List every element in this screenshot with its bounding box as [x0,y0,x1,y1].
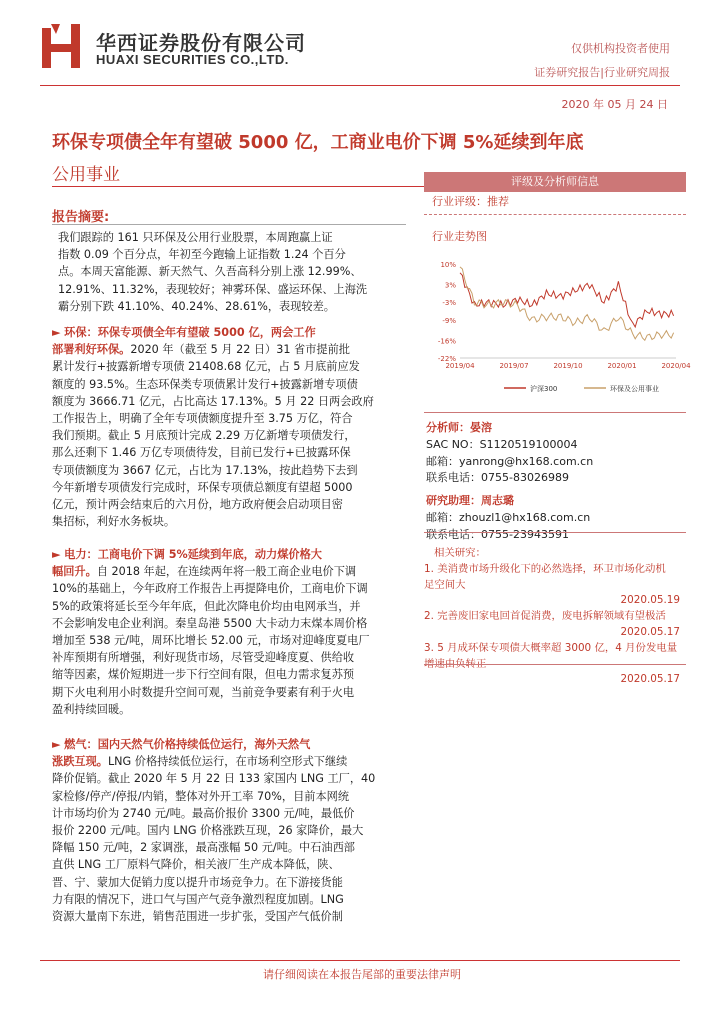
env-line: 我们预期。截止 5 月底预计完成 2.29 万亿新增专项债发行， [52,429,356,443]
power-line: 增加至 538 元/吨，周环比增长 52.00 元，市场对迎峰度夏电厂 [52,634,370,648]
industry-rating: 行业评级：推荐 [432,195,509,208]
env-heading-cont: 部署利好环保。 [52,343,131,357]
chart-divider [424,412,686,413]
power-line: 缩等因素，煤价短期进一步下行空间有限，但电力需求复苏预 [52,668,355,682]
intro-line: 点。本周天富能源、新天然气、久吾高科分别上涨 12.99%、 [58,265,362,279]
related-end-divider [424,664,686,665]
related-item-date: 2020.05.19 [620,594,680,607]
gas-section [52,736,412,925]
rating-divider [424,214,686,215]
assistant-name: 周志璐 [481,494,514,508]
huaxi-logo-icon [40,22,82,70]
gas-line: 家检修/停产/停报/内销，整体对外开工率 70%，目前本网统 [52,789,350,803]
y-tick-label: -22% [437,355,456,363]
gas-line: 晋、宁、蒙加大促销力度以提升市场竞争力。在下游接货能 [52,875,343,889]
power-line: 期下火电利用小时数提升空间可观，当前竞争要素有利于火电 [52,685,355,699]
bullet-arrow-icon: ► [52,738,61,751]
summary-intro [58,229,408,315]
x-tick-label: 2019/04 [445,362,475,370]
env-line: 专项债额度为 3667 亿元，占比为 17.13%，按此趋势下去到 [52,463,358,477]
assistant-email[interactable]: 邮箱：zhouzl1@hx168.com.cn [426,510,591,524]
y-tick-label: -9% [442,316,456,325]
power-section [52,546,412,718]
related-item-line[interactable]: 增速由负转正 [424,657,487,670]
related-item-line[interactable]: 2. 完善废旧家电回首促消费，废电拆解领域有望极活 [424,610,666,623]
assistant-phone: 联系电话：0755-23943591 [426,527,569,541]
related-item-date: 2020.05.17 [620,625,680,638]
env-line: 累计发行+披露新增专项债 21408.68 亿元，占 5 月底前应发 [52,360,360,374]
summary-label: 报告摘要: [52,210,110,225]
power-line: 补库预期有所增强，利好现货市场，尽管受迎峰度夏、供给收 [52,651,355,665]
related-item-line[interactable]: 3. 5 月成环保专项债大概率超 3000 亿，4 月份发电量 [424,641,678,654]
trend-chart [424,246,691,406]
gas-line: 降幅 150 元/吨，2 家调涨，最高涨幅 50 元/吨。中石油西部 [52,841,355,855]
gas-heading: 燃气：国内天然气价格持续低位运行，海外天然气 [64,738,311,751]
env-line: 今年新增专项债发行完成时，环保专项债总额度有望超 5000 [52,480,353,494]
related-research [424,546,686,688]
analyst-info [424,420,686,544]
company-name-cn: 华西证券股份有限公司 [96,31,306,55]
gas-line: 降价促销。截止 2020 年 5 月 22 日 133 家国内 LNG 工厂，40 [52,772,376,786]
power-heading: 电力：工商电价下调 5%延续到年底，动力煤价格大 [64,548,322,561]
gas-line: 计市场均价为 2740 元/吨。最高价报价 3300 元/吨，最低价 [52,806,355,820]
x-tick-label: 2019/07 [499,362,529,370]
analyst-label: 分析师： [426,421,470,434]
intro-line: 我们跟踪的 161 只环保及公用行业股票，本周跑赢上证 [58,231,333,244]
y-tick-label: 3% [444,281,456,290]
intro-line: 12.91%、11.32%，表现较好；神雾环保、盛运环保、上海洗 [58,282,368,296]
analyst-sac: SAC NO：S1120519100004 [426,437,578,451]
x-tick-label: 2019/10 [553,362,583,370]
gas-line: 报价 2200 元/吨。国内 LNG 价格涨跌互现，26 家降价，最大 [52,824,364,838]
intro-line: 霸分别下跌 41.10%、40.24%、28.61%，表现较差。 [58,299,335,313]
intro-line: 指数 0.09 个百分点，年初至今跑输上证指数 1.24 个百分 [58,248,346,262]
gas-line: 力有限的情况下，进口气与国产气竞争激烈程度加剧。LNG [52,892,344,906]
env-line: 额度的 93.5%。生态环保类专项债累计发行+披露新增专项债 [52,377,358,391]
header-divider [40,85,680,86]
audience-note: 仅供机构投资者使用 [571,42,670,55]
rating-header: 评级及分析师信息 [424,172,686,192]
power-line: 盈利持续回暖。 [52,702,131,716]
trend-label: 行业走势图 [432,230,487,243]
y-tick-label: -16% [437,337,456,346]
x-tick-label: 2020/04 [661,362,691,370]
related-divider [424,532,686,533]
related-item-date: 2020.05.17 [620,673,680,686]
power-line: 不会影响发电企业利润。秦皇岛港 5500 大卡动力末煤本周价格 [52,616,368,630]
legend-label: 环保及公用事业 [610,385,659,393]
related-item-line[interactable]: 足空间大 [424,578,466,591]
company-name-en: HUAXI SECURITIES CO.,LTD. [96,52,289,67]
env-line: 工作报告上，明确了全年专项债额度提升至 3.75 万亿，符合 [52,412,353,426]
assistant-label: 研究助理： [426,494,481,508]
y-tick-label: 10% [440,261,456,269]
trend-chart-svg [424,246,691,406]
x-tick-label: 2020/01 [607,362,637,370]
env-heading: 环保：环保专项债全年有望破 5000 亿，两会工作 [64,326,316,339]
power-line: 5%的政策将延长至今年年底，但此次降电价均由电网承当，并 [52,599,361,613]
report-type: 证券研究报告|行业研究周报 [534,66,670,79]
bullet-arrow-icon: ► [52,326,61,339]
env-line: 亿元，预计两会结束后的六月份，地方政府便会启动项目密 [52,498,343,512]
gas-heading-cont: 涨跌互现。 [52,755,108,769]
footer-divider [40,960,680,961]
legend-label: 沪深300 [530,385,558,393]
bullet-arrow-icon: ► [52,548,61,561]
env-section [52,324,412,530]
power-heading-cont: 幅回升。 [52,565,97,579]
env-line: 那么还剩下 1.46 万亿专项债待发，目前已发行+已披露环保 [52,446,351,460]
analyst-name: 晏溶 [470,421,492,434]
power-line: 10%的基础上，今年政府工作报告上再提降电价，工商电价下调 [52,582,368,596]
power-line: 自 2018 年起，在连续两年将一般工商企业电价下调 [96,565,357,579]
legal-notice: 请仔细阅读在本报告尾部的重要法律声明 [263,968,461,981]
report-date: 2020 年 05 月 24 日 [561,98,668,111]
gas-line: LNG 价格持续低位运行，在市场利空形式下继续 [107,755,348,769]
related-item-line[interactable]: 1. 美消费市场升级化下的必然选择，环卫市场化动机 [424,562,666,575]
summary-divider [52,224,406,225]
gas-line: 资源大量南下东进，销售范围进一步扩张，受国产气低价制 [52,910,343,924]
env-line: 集招标，利好水务板块。 [52,515,176,529]
y-tick-label: -3% [442,299,456,308]
gas-line: 直供 LNG 工厂原料气降价，相关液厂生产成本降低，陕、 [52,858,340,872]
report-title: 环保专项债全年有望破 5000 亿，工商业电价下调 5%延续到年底 [52,132,584,153]
analyst-phone: 联系电话：0755-83026989 [426,471,569,485]
related-title: 相关研究： [434,547,486,559]
analyst-email[interactable]: 邮箱：yanrong@hx168.com.cn [426,454,594,468]
env-line: 2020 年（截至 5 月 22 日）31 省市提前批 [130,343,350,357]
sector-title: 公用事业 [52,165,120,185]
env-line: 额度为 3666.71 亿元，占比高达 17.13%。5 月 22 日两会政府 [52,394,374,408]
